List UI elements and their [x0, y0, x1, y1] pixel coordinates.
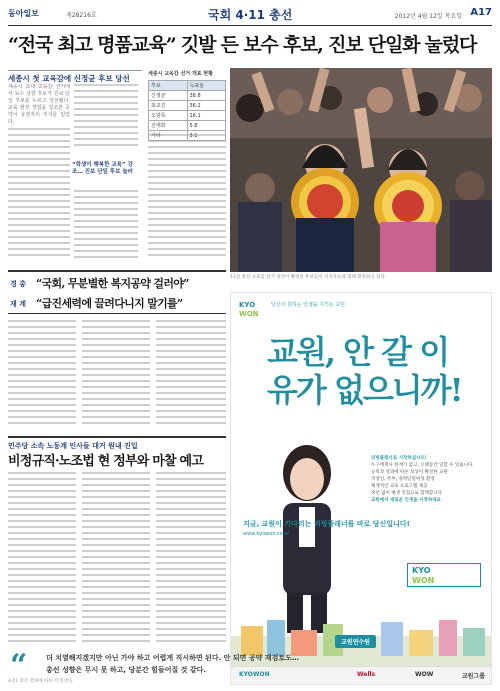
kyowon-stamp-box — [407, 563, 481, 587]
reaction-title-2: “급진세력에 끌려다니지 말기를” — [36, 297, 183, 310]
issue-date: 2012년 4월 12일 목요일 — [394, 13, 462, 20]
table-cell: 최교진 — [149, 101, 188, 111]
table-cell: 16.1 — [187, 111, 226, 121]
pull-quote-caption: 4·11 총선 결과에 따른 각계 반응 — [8, 679, 73, 684]
reaction-box — [8, 270, 226, 314]
newspaper-brand: 동아일보 — [8, 9, 39, 18]
lead-body-lines-col3 — [148, 134, 226, 264]
lead-body-lines-col2b — [74, 190, 138, 264]
ad-call-to-action: 지금, 교원이 기다리는 리빙플래너를 바로 당신입니다! — [243, 520, 410, 528]
pull-quote-line-1: 더 치열해지겠지만 아닌 가야 하고 어렵게 직시하면 된다. 안 되면 공약 재검토도… — [46, 654, 299, 662]
kyowon-advertisement — [230, 292, 492, 685]
stamp-text-2: WON — [412, 576, 435, 585]
table-cell: 후보 — [149, 81, 188, 91]
ad-info-line: 교원에서 새로운 인생을 시작하세요 — [371, 498, 441, 503]
table-cell: 5.8 — [187, 121, 226, 131]
story2-kicker: 민주당 소속 노동계 인사들 대거 원내 진입 — [8, 436, 226, 451]
table-cell: 오광록 — [149, 111, 188, 121]
ad-footer-brand-3: WOW — [415, 671, 434, 678]
story2-body-lines-col2 — [82, 472, 150, 646]
pull-quote-line-2: 총선 성향은 무시 못 하고, 당분간 힘들어질 것 같다. — [46, 666, 207, 674]
kyowon-logo-text-2: WON — [239, 310, 259, 318]
ad-info-line: 누구에게나 한계가 없고, 오랫동안 일할 수 있습니다. — [371, 463, 474, 468]
stamp-text-1: KYO — [412, 566, 431, 575]
ad-headline: 교원, 안 갈 이유가 없으니까! — [267, 333, 462, 409]
ad-info-line: 능력과 성과에 따른 보상이 확실한 교원 — [371, 470, 448, 475]
table-cell: 득표율 — [187, 81, 226, 91]
table-row — [149, 81, 226, 91]
quote-mark-icon: “ — [10, 648, 28, 683]
result-table-grid — [148, 80, 226, 141]
result-table-caption: 세종시 교육감 선거 개표 현황 — [148, 71, 213, 77]
ad-footer-brand-2: Wells — [357, 671, 376, 678]
table-row — [149, 101, 226, 111]
lead-body-lines — [8, 128, 70, 264]
table-row — [149, 111, 226, 121]
edition-number: 제28216호 — [66, 12, 97, 19]
lead-body-lines-col2a — [74, 84, 138, 154]
table-cell: 36.2 — [187, 101, 226, 111]
section-title — [208, 6, 292, 23]
lead-quote-subhead: “학생이 행복한 교육” 강조… 진보 단일 후보 눌러 — [72, 162, 133, 175]
celebration-photo-image — [230, 68, 492, 272]
ad-info-line: 직장인, 주부, 경력단절여성 환영 — [371, 477, 435, 482]
lead-body-text: 세종시 초대 교육감 선거에서 보수 성향 후보가 진보 단일 후보를 누르고 당선됐다. 교육 현장 경험을 강조한 공약이 유권자의 지지를 얻었다. — [8, 84, 70, 125]
table-cell: 38.8 — [187, 91, 226, 101]
kyowon-logo — [239, 301, 265, 327]
reaction-row-2 — [8, 294, 226, 314]
story2-body-lines-col1 — [8, 472, 76, 646]
pull-quote — [8, 648, 492, 684]
table-cell: 기타 — [149, 131, 188, 141]
table-row — [149, 121, 226, 131]
ad-footer-brand-1: KYOWON — [239, 671, 270, 678]
photo-caption: 11일 총선·교육감 선거 당선이 확정된 후보들이 지지자들과 함께 환호하고 있다. — [230, 275, 387, 280]
section-prefix: 국회 — [208, 8, 232, 22]
ad-info-list — [371, 455, 487, 504]
result-table — [148, 70, 226, 141]
table-row — [149, 131, 226, 141]
section-name: 4·11 총선 — [235, 8, 293, 22]
reaction-row-1 — [8, 274, 226, 294]
ad-footer-brand-4: 교원그룹 — [461, 673, 485, 680]
masthead — [8, 4, 492, 26]
ad-top-copy: 당신이 원하는 인생을 지키는 교원 — [271, 302, 345, 308]
reaction-body-lines-col2 — [82, 320, 150, 430]
ad-url[interactable]: www.kyowon.co.kr — [243, 531, 290, 537]
reaction-title-1: “국회, 무분별한 복지공약 걸러야” — [36, 277, 189, 290]
reaction-body-lines-col3 — [156, 320, 226, 430]
celebration-photo — [230, 68, 492, 272]
town-label: 교원연수원 — [335, 635, 376, 648]
table-cell: 3.1 — [187, 131, 226, 141]
story2-body-lines-col3 — [156, 472, 226, 646]
lead-subhead: 세종시 첫 교육감에 신정균 후보 당선 — [8, 70, 142, 84]
reaction-body-lines-col1 — [8, 320, 76, 430]
kyowon-logo-text-1: KYO — [239, 301, 256, 309]
page-number: A17 — [470, 7, 492, 18]
main-headline: “전국 최고 명품교육” 깃발 든 보수 후보, 진보 단일화 눌렀다 — [8, 34, 477, 56]
table-cell: 신정균 — [149, 91, 188, 101]
reaction-tag-2: 재 계 — [10, 300, 26, 308]
ad-info-line: 정년 없이 평생 직업으로 함께합니다 — [371, 491, 442, 496]
ad-info-line: 리빙플래너로 시작하십시오! — [371, 456, 427, 461]
story2-title: 비정규직·노조법 현 정부와 마찰 예고 — [8, 454, 203, 469]
table-cell: 진태화 — [149, 121, 188, 131]
ad-info-line: 체계적인 교육 프로그램 제공 — [371, 484, 428, 489]
reaction-tag-1: 경 총 — [10, 280, 26, 288]
table-row — [149, 91, 226, 101]
